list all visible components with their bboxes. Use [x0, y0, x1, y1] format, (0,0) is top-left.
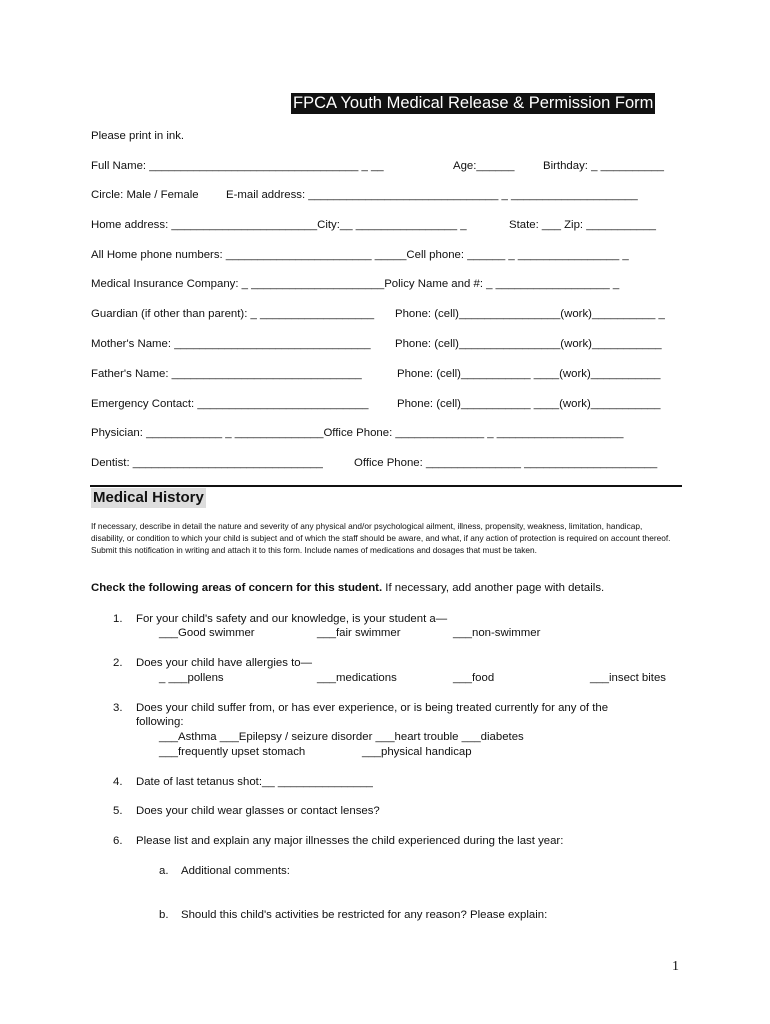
home-address-field[interactable]: Home address: _______________________City:__ ________________ _: [91, 219, 467, 231]
guardian-field[interactable]: Guardian (if other than parent): _ __________________: [91, 308, 375, 320]
q6b-number: b.: [159, 909, 169, 921]
q1-text: For your child's safety and our knowledge, is your student a—: [136, 613, 448, 625]
state-zip-field[interactable]: State: ___ Zip: ___________: [509, 219, 656, 231]
home-phones-field[interactable]: All Home phone numbers: _______________________ _____Cell phone: ______ _ ________________ _: [91, 249, 629, 261]
q3-text: Does your child suffer from, or has ever experience, or is being treated currently for any of the: [136, 702, 609, 714]
q1-fair-swimmer[interactable]: ___fair swimmer: [317, 627, 401, 639]
emergency-contact-field[interactable]: Emergency Contact: ___________________________: [91, 398, 369, 410]
q6a-number: a.: [159, 865, 169, 877]
birthday-field[interactable]: Birthday: _ __________: [543, 160, 664, 172]
q1-non-swimmer[interactable]: ___non-swimmer: [453, 627, 541, 639]
intro-text: Please print in ink.: [91, 130, 185, 142]
q3-conditions-row1[interactable]: ___Asthma ___Epilepsy / seizure disorder ___heart trouble ___diabetes: [159, 731, 524, 743]
q6-number: 6.: [113, 835, 123, 847]
q3-physical-handicap[interactable]: ___physical handicap: [362, 746, 472, 758]
gender-circle-label: Circle: Male / Female: [91, 189, 199, 201]
q4-number: 4.: [113, 776, 123, 788]
page-number: 1: [672, 959, 679, 974]
mother-phone-field[interactable]: Phone: (cell)________________(work)___________: [395, 338, 662, 350]
guardian-phone-field[interactable]: Phone: (cell)________________(work)__________ _: [395, 308, 665, 320]
check-areas-bold: Check the following areas of concern for this student.: [91, 582, 383, 594]
check-areas-rest: If necessary, add another page with details.: [382, 582, 605, 594]
form-title: FPCA Youth Medical Release & Permission Form: [293, 94, 654, 112]
q6-text: Please list and explain any major illnesses the child experienced during the last year:: [136, 835, 564, 847]
q5-text: Does your child wear glasses or contact lenses?: [136, 805, 380, 817]
q1-number: 1.: [113, 613, 123, 625]
age-field[interactable]: Age:______: [453, 160, 515, 172]
father-name-field[interactable]: Father's Name: ______________________________: [91, 368, 362, 380]
q3-upset-stomach[interactable]: ___frequently upset stomach: [159, 746, 306, 758]
q2-food[interactable]: ___food: [453, 672, 495, 684]
email-field[interactable]: E-mail address: ______________________________ _ ____________________: [226, 189, 638, 201]
q5-number: 5.: [113, 805, 123, 817]
q4-tetanus-field[interactable]: Date of last tetanus shot:__ _______________: [136, 776, 373, 788]
insurance-field[interactable]: Medical Insurance Company: _ _____________________Policy Name and #: _ __________________ _: [91, 278, 620, 290]
q2-text: Does your child have allergies to—: [136, 657, 313, 669]
q3-number: 3.: [113, 702, 123, 714]
q2-pollens[interactable]: _ ___pollens: [159, 672, 224, 684]
q1-good-swimmer[interactable]: ___Good swimmer: [159, 627, 255, 639]
q2-number: 2.: [113, 657, 123, 669]
check-areas-instruction: [91, 582, 604, 594]
emergency-phone-field[interactable]: Phone: (cell)___________ ____(work)___________: [397, 398, 661, 410]
physician-field[interactable]: Physician: ____________ _ ______________Office Phone: ______________ _ ____________________: [91, 427, 624, 439]
q2-insect-bites[interactable]: ___insect bites: [590, 672, 666, 684]
dentist-field[interactable]: Dentist: ______________________________: [91, 457, 323, 469]
medical-history-heading: Medical History: [93, 489, 204, 506]
q6b-text: Should this child's activities be restricted for any reason? Please explain:: [181, 909, 548, 921]
dentist-phone-field[interactable]: Office Phone: _______________ _____________________: [354, 457, 658, 469]
q2-medications[interactable]: ___medications: [317, 672, 397, 684]
section-divider: [90, 485, 682, 487]
full-name-field[interactable]: Full Name: _________________________________ _ __: [91, 160, 384, 172]
mother-name-field[interactable]: Mother's Name: _______________________________: [91, 338, 371, 350]
medical-history-paragraph: If necessary, describe in detail the nature and severity of any physical and/or psychological ailment, illness, propensity, weakness, limitation, handicap, disability, or condition to which your child is subject and of which the staff should be aware, and what, if any action of protection is required on account thereof. Submit this notification in writing and attach it to this form. Include names of medications and dosages that must be taken.: [91, 521, 671, 556]
q3-text-continued: following:: [136, 716, 184, 728]
q6a-text: Additional comments:: [181, 865, 290, 877]
father-phone-field[interactable]: Phone: (cell)___________ ____(work)___________: [397, 368, 661, 380]
